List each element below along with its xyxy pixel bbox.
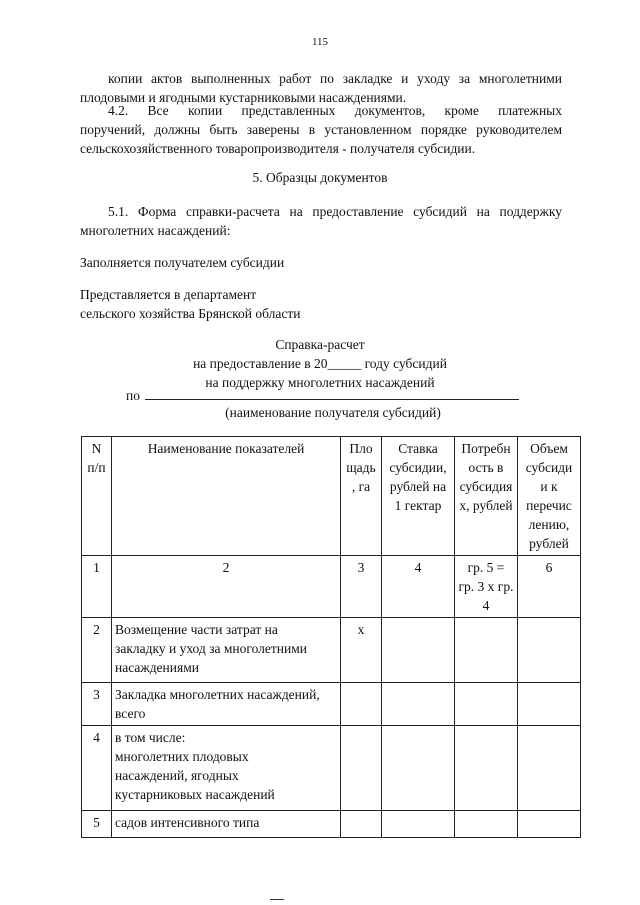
section-heading: 5. Образцы документов [252,170,388,185]
text-line: Представляется в департамент [80,287,257,302]
row-need-cell [455,811,518,838]
header-area: Пло щадь , га [341,437,382,556]
recipient-line [126,385,519,405]
row-name-cell: Закладка многолетних насаждений, всего [112,683,341,726]
text-line: 4.2. Все копии представленных документов, кроме платежных [108,103,562,118]
row-need-cell [455,618,518,683]
page-number: 115 [311,36,329,48]
row-volume-cell [518,618,581,683]
row-name-cell: Возмещение части затрат на закладку и уход за многолетними насаждениями [112,618,341,683]
row-need-cell [455,726,518,811]
table-header-row [82,437,581,556]
header-need: Потребн ость в субсидия х, рублей [455,437,518,556]
form-title-line: на предоставление в 20_____ году субсидий [193,356,447,371]
column-number-cell: гр. 5 = гр. 3 х гр. 4 [455,556,518,618]
text-line: сельского хозяйства Брянской области [80,306,301,321]
row-need-cell [455,683,518,726]
header-number: N п/п [82,437,112,556]
row-number-cell: 4 [82,726,112,811]
form-title-line: на поддержку многолетних насаждений [205,375,435,390]
po-prefix: по [126,388,140,403]
column-number-cell: 3 [341,556,382,618]
header-indicator-name: Наименование показателей [112,437,341,556]
table-number-row [82,556,581,618]
header-volume: Объем субсиди и к перечис лению, рублей [518,437,581,556]
table-row [82,726,581,811]
row-rate-cell [382,683,455,726]
table-row [82,618,581,683]
column-number-cell: 2 [112,556,341,618]
form-title [0,335,640,392]
row-volume-cell [518,726,581,811]
row-rate-cell [382,811,455,838]
row-area-cell [341,726,382,811]
text-line: многолетних насаждений: [80,223,231,238]
form-title-line: Справка-расчет [275,337,365,352]
header-rate: Ставка субсидии, рублей на 1 гектар [382,437,455,556]
text-line: копии актов выполненных работ по закладке и уходу за многолетними [108,71,562,86]
row-area-cell [341,811,382,838]
text-line: сельскохозяйственного товаропроизводителя - получателя субсидии. [80,141,476,156]
table-row [82,811,581,838]
row-rate-cell [382,618,455,683]
row-number-cell: 5 [82,811,112,838]
table-row [82,683,581,726]
row-name-cell: садов интенсивного типа [112,811,341,838]
paragraph-5-1 [80,202,562,240]
text-line: 5.1. Форма справки-расчета на предоставление субсидий на поддержку [108,204,562,219]
text-line: поручений, должны быть заверены в установленном порядке руководителем [80,122,562,137]
row-area-cell: x [341,618,382,683]
row-rate-cell [382,726,455,811]
filled-by-note: Заполняется получателем субсидии [80,255,285,270]
text-line: плодовыми и ягодными кустарниковыми насаждениями. [80,90,407,105]
column-number-cell: 1 [82,556,112,618]
row-volume-cell [518,811,581,838]
column-number-cell: 6 [518,556,581,618]
row-number-cell: 2 [82,618,112,683]
recipient-caption: (наименование получателя субсидий) [225,405,441,420]
subsidy-calc-table [81,436,581,838]
row-area-cell [341,683,382,726]
column-number-cell: 4 [382,556,455,618]
paragraph-4-2 [80,101,562,158]
recipient-blank-field[interactable] [145,385,519,400]
row-volume-cell [518,683,581,726]
row-number-cell: 3 [82,683,112,726]
page-footer-mark [270,899,284,900]
row-name-cell: в том числе: многолетних плодовых насаждений, ягодных кустарниковых насаждений [112,726,341,811]
submitted-to-note [80,285,300,323]
